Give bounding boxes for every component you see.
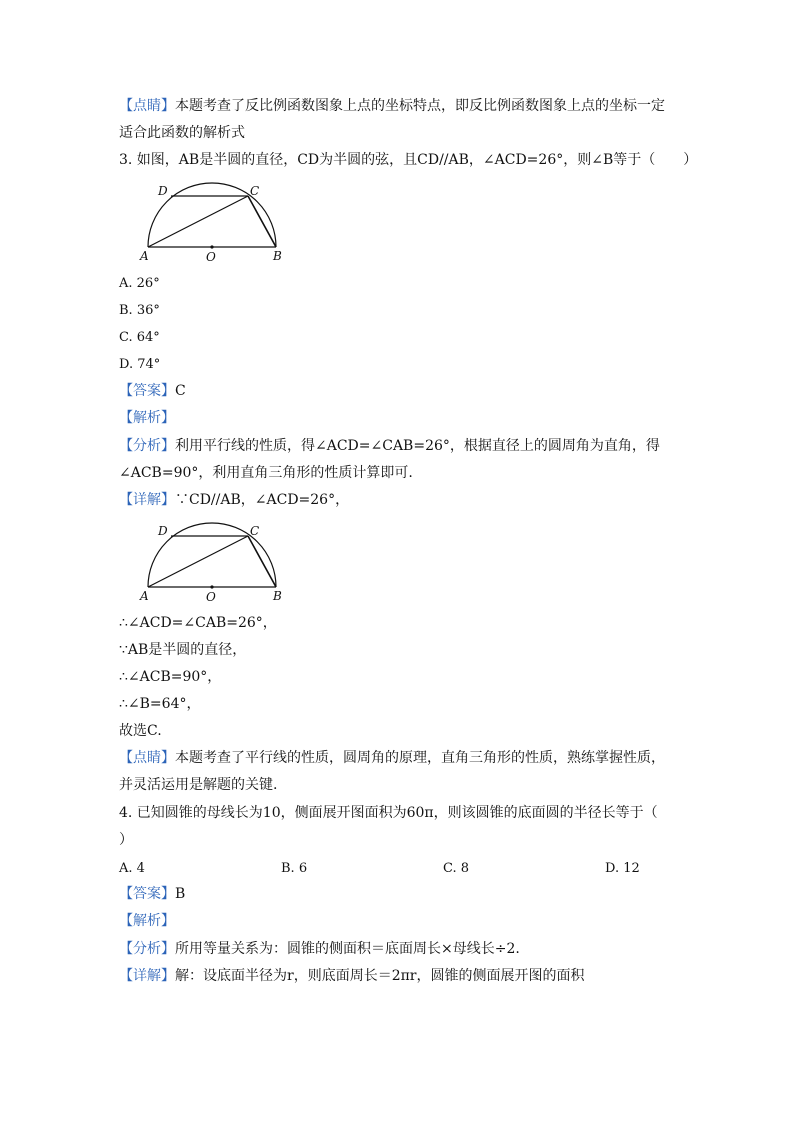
analysis-line xyxy=(119,912,684,930)
segment-cb xyxy=(248,536,276,587)
fenxi-tag: 【分析】 xyxy=(119,941,175,957)
fenxi-text: 利用平行线的性质，得∠ACD=∠CAB=26°，根据直径上的圆周角为直角，得 xyxy=(175,438,660,454)
step-line: ∵AB是半圆的直径， xyxy=(119,642,247,658)
center-point-o xyxy=(210,585,213,588)
detail-tag: 【详解】 xyxy=(119,968,175,984)
fenxi-line xyxy=(119,940,684,958)
step-line: ∴∠ACB=90°， xyxy=(119,669,222,685)
label-b: B xyxy=(273,589,282,603)
option-d: D. 74° xyxy=(119,357,161,372)
label-c: C xyxy=(250,524,260,538)
label-d: D xyxy=(158,524,168,538)
note-paragraph-line xyxy=(119,124,684,142)
segment-ac xyxy=(148,536,248,587)
option-a: A. 4 xyxy=(119,861,145,876)
note-paragraph-line xyxy=(119,97,684,115)
analysis-line xyxy=(119,409,684,427)
label-b: B xyxy=(273,249,282,263)
question-4-stem-2: ） xyxy=(119,832,133,848)
detail-tag: 【详解】 xyxy=(119,492,175,508)
option-d: D. 12 xyxy=(605,861,640,876)
dianjing-tag: 【点睛】 xyxy=(119,750,175,766)
label-o: O xyxy=(206,250,216,264)
semicircle-figure-repeat xyxy=(140,523,290,603)
segment-cb xyxy=(248,196,276,247)
option-b: B. 36° xyxy=(119,303,160,318)
option-a: A. 26° xyxy=(119,276,160,291)
answer-value: B xyxy=(175,886,186,902)
detail-text: 解：设底面半径为r，则底面周长＝2πr，圆锥的侧面展开图的面积 xyxy=(175,968,585,984)
detail-text: ∵CD//AB，∠ACD=26°， xyxy=(175,492,350,508)
fenxi-line xyxy=(119,437,684,455)
step-line: ∴∠ACD=∠CAB=26°， xyxy=(119,615,277,631)
fenxi-text: 所用等量关系为：圆锥的侧面积＝底面周长×母线长÷2. xyxy=(175,941,520,957)
label-a: A xyxy=(140,249,149,263)
semicircle-figure xyxy=(140,183,290,263)
answer-line xyxy=(119,885,684,903)
option-b: B. 6 xyxy=(281,861,308,876)
analysis-tag: 【解析】 xyxy=(119,410,175,426)
label-d: D xyxy=(158,184,168,198)
label-o: O xyxy=(206,590,216,604)
center-point-o xyxy=(210,245,213,248)
answer-value: C xyxy=(175,383,186,399)
step-line: ∴∠B=64°， xyxy=(119,696,201,712)
segment-ac xyxy=(148,196,248,247)
note-text: 本题考查了平行线的性质，圆周角的原理，直角三角形的性质，熟练掌握性质， xyxy=(175,750,665,766)
note-line-2: 并灵活运用是解题的关键. xyxy=(119,777,278,793)
question-4-stem: 4. 已知圆锥的母线长为10，侧面展开图面积为60π，则该圆锥的底面圆的半径长等于（ xyxy=(119,805,658,821)
answer-tag: 【答案】 xyxy=(119,383,175,399)
dianjing-tag: 【点睛】 xyxy=(119,98,175,114)
label-c: C xyxy=(250,184,260,198)
analysis-tag: 【解析】 xyxy=(119,913,175,929)
note-text: 适合此函数的解析式 xyxy=(119,125,245,141)
question-3-stem: 3. 如图，AB是半圆的直径，CD为半圆的弦，且CD//AB，∠ACD=26°，则∠B等于（ ） xyxy=(119,152,698,168)
fenxi-tag: 【分析】 xyxy=(119,438,175,454)
fenxi-line-2: ∠ACB=90°，利用直角三角形的性质计算即可. xyxy=(119,465,413,481)
answer-line xyxy=(119,382,684,400)
note-text: 本题考查了反比例函数图象上点的坐标特点，即反比例函数图象上点的坐标一定 xyxy=(175,98,665,114)
answer-tag: 【答案】 xyxy=(119,886,175,902)
step-line: 故选C. xyxy=(119,723,162,739)
detail-line xyxy=(119,967,684,985)
detail-line xyxy=(119,491,684,509)
option-c: C. 8 xyxy=(443,861,470,876)
label-a: A xyxy=(140,589,149,603)
option-c: C. 64° xyxy=(119,330,160,345)
note-line xyxy=(119,749,684,767)
